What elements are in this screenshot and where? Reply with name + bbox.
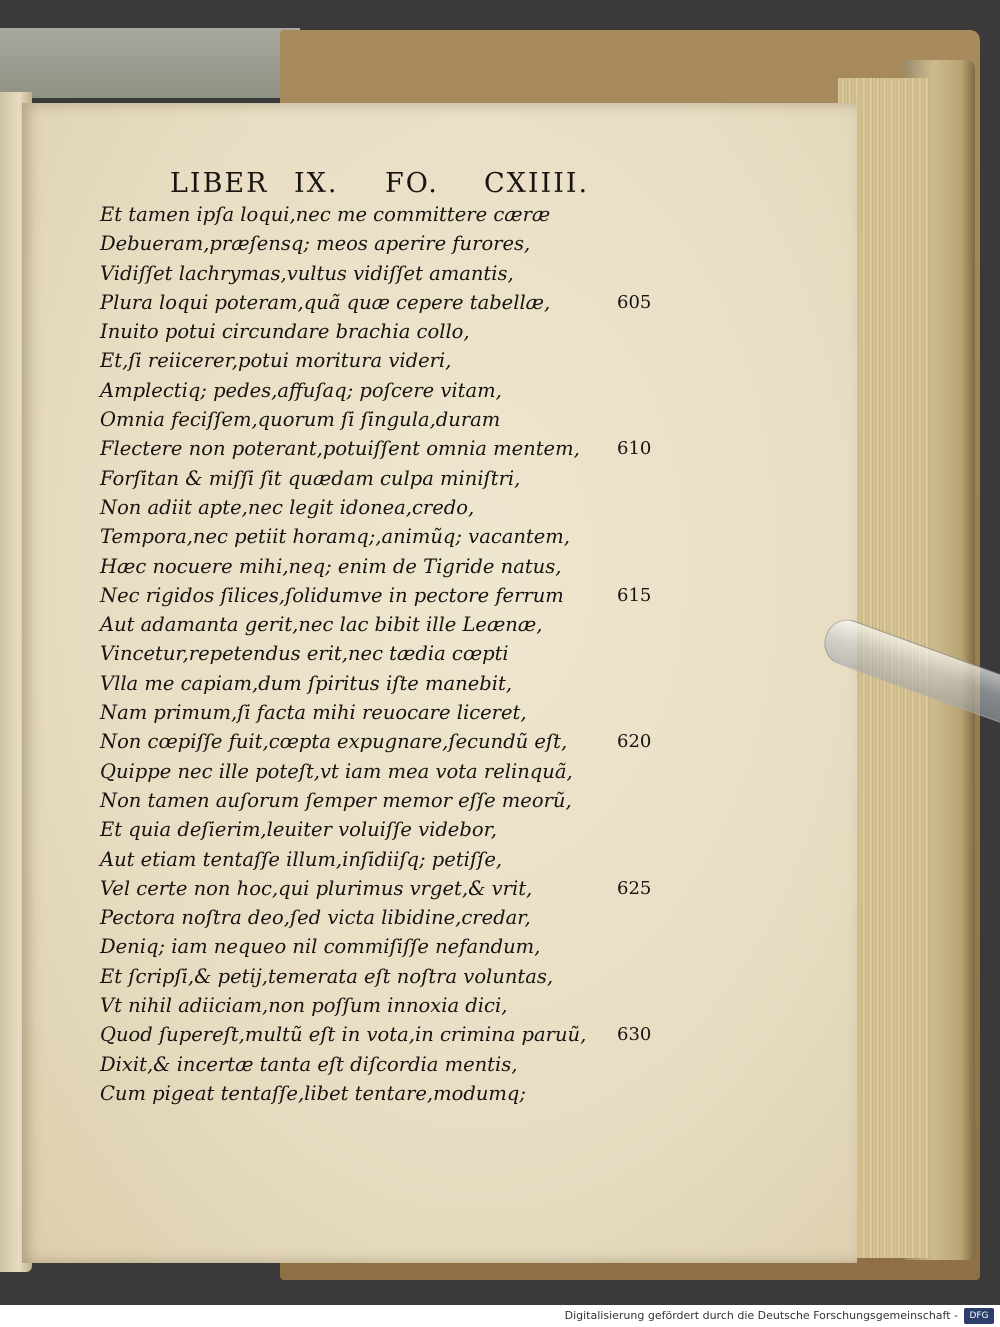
header-folio-number: CXIIII.: [484, 168, 590, 199]
verse-line-text: Forſitan & miſſi ſit quædam culpa miniſtri,: [100, 466, 521, 490]
verse-line: [100, 200, 660, 229]
verse-line: [100, 405, 660, 434]
verse-line-text: Vincetur,repetendus erit,nec tædia cœpti: [100, 642, 509, 666]
verse-line: [100, 815, 660, 844]
verse-line: [100, 434, 660, 463]
verse-line-text: Quod ſupereſt,multũ eſt in vota,in crimina paruũ,: [100, 1023, 587, 1047]
verse-line-text: Non adiit apte,nec legit idonea,credo,: [100, 495, 475, 519]
header-fo: FO.: [385, 168, 439, 199]
verse-line: [100, 1079, 660, 1108]
header-liber: LIBER: [170, 168, 269, 199]
verse-line-text: Aut etiam tentaſſe illum,inſidiiſq; petiſſe,: [100, 847, 503, 871]
verse-line-text: Pectora noſtra deo,ſed victa libidine,credar,: [100, 906, 531, 930]
verse-line: [100, 259, 660, 288]
verse-line: [100, 932, 660, 961]
verse-line-text: Omnia feciſſem,quorum ſi ſingula,duram: [100, 408, 501, 432]
verse-line: [100, 698, 660, 727]
verse-line: [100, 727, 660, 756]
verse-line-text: Non tamen auſorum ſemper memor eſſe meorũ,: [100, 788, 572, 812]
verse-line-text: Debueram,præſensq; meos aperire furores,: [100, 232, 531, 256]
verse-line-text: Et ſcripſi,& petij,temerata eſt noſtra voluntas,: [100, 964, 554, 988]
verse-line-text: Et quia deſierim,leuiter voluiſſe videbor,: [100, 818, 497, 842]
line-number: 610: [617, 438, 652, 460]
verse-line-text: Vlla me capiam,dum ſpiritus iſte manebit,: [100, 671, 513, 695]
verse-line-text: Vel certe non hoc,qui plurimus vrget,& vrit,: [100, 876, 533, 900]
verse-line: [100, 464, 660, 493]
verse-text: [100, 200, 660, 1108]
verse-line-text: Tempora,nec petiit horamq;,animũq; vacantem,: [100, 525, 570, 549]
verse-line: [100, 610, 660, 639]
verse-line: [100, 845, 660, 874]
verse-line-text: Amplectiq; pedes,affuſaq; poſcere vitam,: [100, 378, 502, 402]
verse-line-text: Aut adamanta gerit,nec lac bibit ille Leænæ,: [100, 613, 543, 637]
binding-strip: [0, 28, 300, 98]
line-number: 605: [617, 291, 652, 313]
verse-line: [100, 493, 660, 522]
verse-line-text: Vidiſſet lachrymas,vultus vidiſſet amantis,: [100, 261, 514, 285]
verse-line-text: Quippe nec ille poteſt,vt iam mea vota relinquã,: [100, 759, 573, 783]
verse-line: [100, 786, 660, 815]
verse-line-text: Plura loqui poteram,quã quæ cepere tabellæ,: [100, 290, 551, 314]
funding-credit: Digitalisierung gefördert durch die Deutsche Forschungsgemeinschaft -: [564, 1309, 958, 1322]
verse-line: [100, 903, 660, 932]
verse-line: [100, 229, 660, 258]
verse-line: [100, 757, 660, 786]
verse-line-text: Dixit,& incertæ tanta eſt diſcordia mentis,: [100, 1052, 518, 1076]
verse-line: [100, 1020, 660, 1049]
verse-line: [100, 376, 660, 405]
line-number: 625: [617, 877, 652, 899]
verse-line-text: Hæc nocuere mihi,neq; enim de Tigride natus,: [100, 554, 562, 578]
verse-line-text: Deniq; iam nequeo nil commiſiſſe nefandum,: [100, 935, 541, 959]
verse-line: [100, 552, 660, 581]
verse-line: [100, 962, 660, 991]
verse-line: [100, 522, 660, 551]
verse-line-text: Et tamen ipſa loqui,nec me committere cæræ: [100, 203, 551, 226]
verse-line-text: Flectere non poterant,potuiſſent omnia mentem,: [100, 437, 580, 461]
verse-line: [100, 669, 660, 698]
verse-line: [100, 581, 660, 610]
line-number: 615: [617, 584, 652, 606]
verse-line-text: Inuito potui circundare brachia collo,: [100, 320, 470, 344]
digitization-footer: [0, 1305, 1000, 1327]
verse-line-text: Vt nihil adiiciam,non poſſum innoxia dici,: [100, 994, 508, 1018]
header-book-number: IX.: [294, 168, 339, 199]
verse-line: [100, 874, 660, 903]
dfg-logo: DFG: [964, 1308, 994, 1324]
verse-line-text: Et,ſi reiicerer,potui moritura videri,: [100, 349, 452, 373]
verse-line: [100, 317, 660, 346]
line-number: 620: [617, 731, 652, 753]
verse-line-text: Cum pigeat tentaſſe,libet tentare,modumq;: [100, 1081, 526, 1105]
verse-line: [100, 346, 660, 375]
verse-line: [100, 991, 660, 1020]
verse-line-text: Nec rigidos ſilices,ſolidumve in pectore ferrum: [100, 583, 564, 607]
verse-line-text: Nam primum,ſi facta mihi reuocare liceret,: [100, 701, 527, 725]
verse-line: [100, 288, 660, 317]
verse-line: [100, 1050, 660, 1079]
verse-line: [100, 639, 660, 668]
verse-line-text: Non cœpiſſe fuit,cœpta expugnare,ſecundũ eſt,: [100, 730, 568, 754]
line-number: 630: [617, 1024, 652, 1046]
